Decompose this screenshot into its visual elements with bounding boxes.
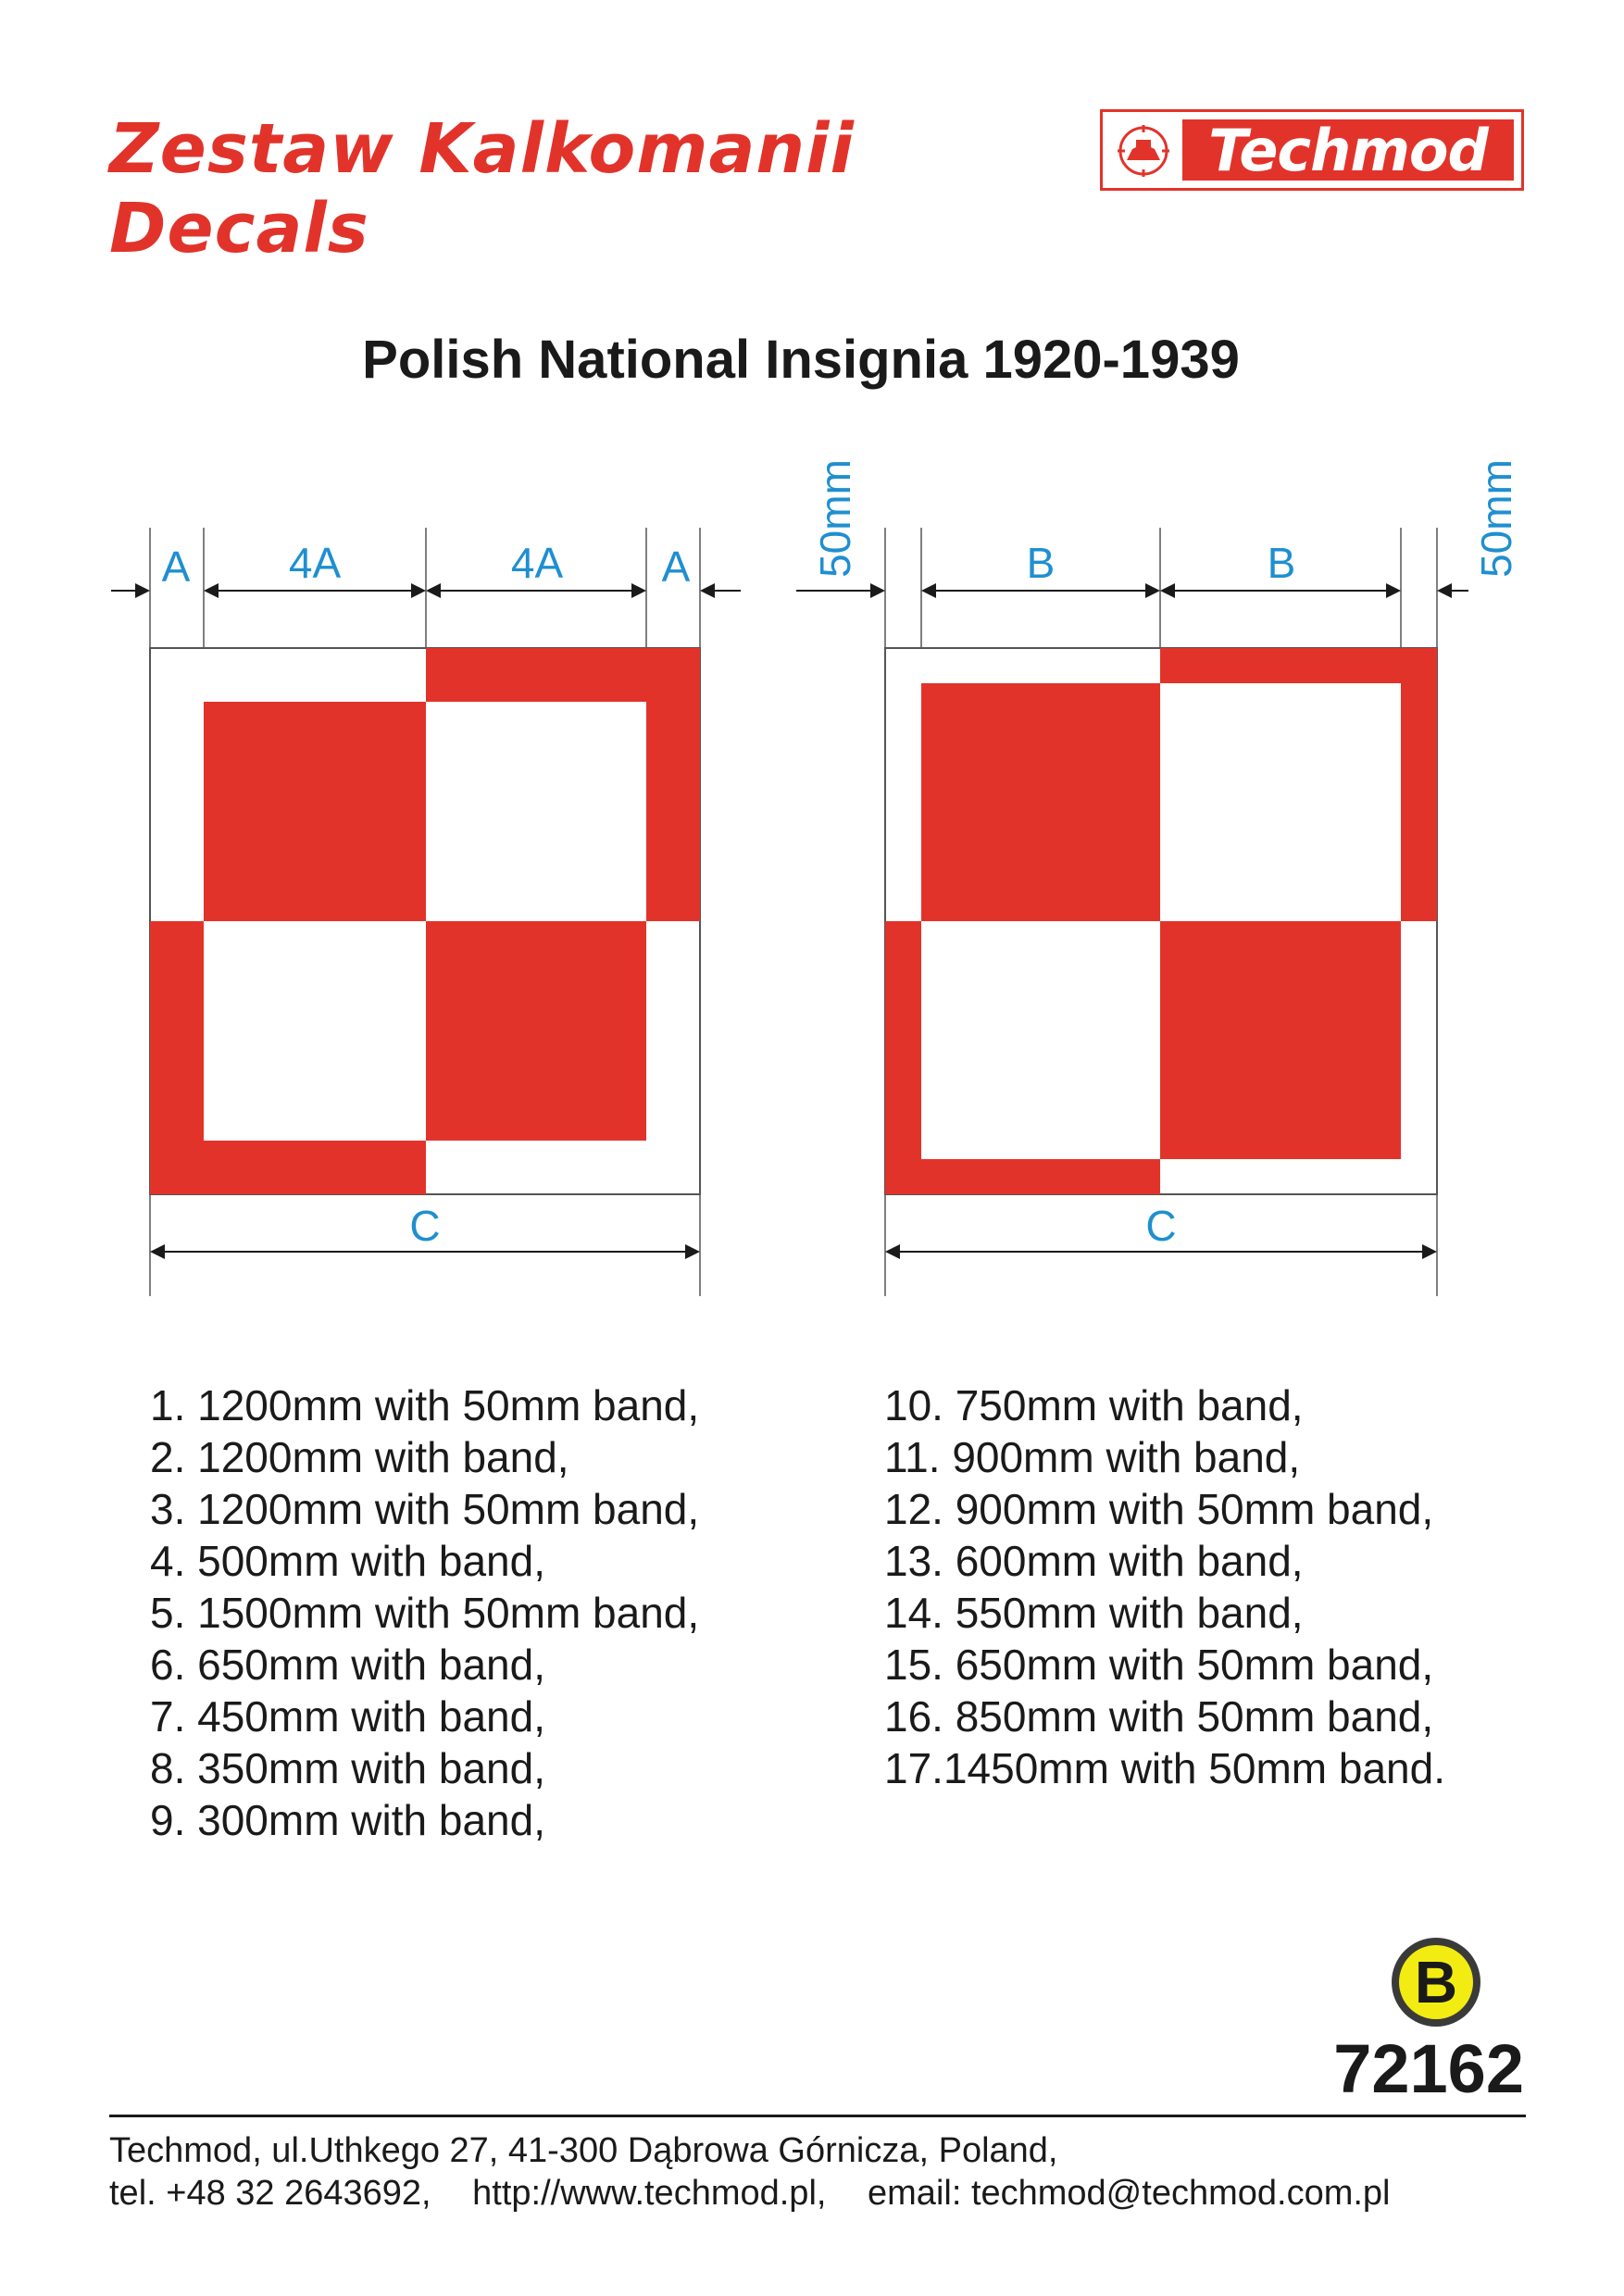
title-line-2: Decals: [109, 189, 369, 268]
logo-text: Techmod: [1208, 116, 1488, 184]
right-label-band-left: 50mm: [811, 459, 859, 578]
left-label-a1: A: [161, 543, 191, 591]
list-item: 17.1450mm with 50mm band.: [884, 1744, 1445, 1792]
right-label-b1: B: [1026, 539, 1056, 587]
list-item: 5. 1500mm with 50mm band,: [150, 1589, 700, 1637]
page-heading: Polish National Insignia 1920-1939: [362, 330, 1240, 390]
right-label-c: C: [1145, 1202, 1177, 1250]
right-insignia-diagram: [796, 459, 1520, 1296]
badge-letter: B: [1399, 1945, 1473, 2019]
footer-website-link[interactable]: http://www.techmod.pl,: [472, 2174, 827, 2213]
footer-contact-line: [109, 2172, 1391, 2215]
footer-address: Techmod, ul.Uthkego 27, 41-300 Dąbrowa Górnicza, Poland,: [109, 2131, 1058, 2170]
right-red-square-bottom-right: [1160, 921, 1401, 1159]
decal-list-left: [150, 1379, 699, 1846]
right-red-bottom-band: [885, 1159, 1160, 1194]
left-red-bottom-band: [150, 1141, 426, 1194]
left-label-c: C: [409, 1202, 441, 1250]
list-item: 4. 500mm with band,: [150, 1537, 546, 1585]
left-insignia-diagram: [111, 528, 741, 1296]
left-red-square-bottom-right: [426, 921, 646, 1141]
list-item: 8. 350mm with band,: [150, 1744, 546, 1792]
right-red-left-band: [885, 921, 921, 1194]
footer-phone: tel. +48 32 2643692,: [109, 2174, 431, 2213]
list-item: 14. 550mm with band,: [884, 1589, 1304, 1637]
list-item: 10. 750mm with band,: [884, 1381, 1304, 1429]
left-red-right-band: [646, 648, 700, 921]
right-red-square-top-left: [921, 683, 1160, 921]
title-line-1: Zestaw Kalkomanii: [109, 109, 855, 189]
left-label-4a1: 4A: [288, 539, 342, 587]
list-item: 7. 450mm with band,: [150, 1692, 546, 1741]
list-item: 9. 300mm with band,: [150, 1796, 546, 1844]
right-label-b2: B: [1267, 539, 1296, 587]
list-item: 11. 900mm with band,: [884, 1433, 1301, 1481]
decal-list-right: [884, 1379, 1445, 1794]
left-label-4a2: 4A: [510, 539, 564, 587]
list-item: 16. 850mm with 50mm band,: [884, 1692, 1434, 1741]
list-item: 15. 650mm with 50mm band,: [884, 1641, 1434, 1689]
list-item: 6. 650mm with band,: [150, 1641, 546, 1689]
list-item: 13. 600mm with band,: [884, 1537, 1304, 1585]
list-item: 2. 1200mm with band,: [150, 1433, 569, 1481]
right-label-band-right: 50mm: [1472, 459, 1520, 578]
footer-divider: [109, 2115, 1526, 2117]
right-red-top-band: [1160, 648, 1437, 683]
decal-category-badge: [1392, 1938, 1480, 2027]
list-item: 12. 900mm with 50mm band,: [884, 1485, 1434, 1533]
list-item: 3. 1200mm with 50mm band,: [150, 1485, 700, 1533]
right-red-right-band: [1401, 648, 1437, 921]
product-number: 72162: [1333, 2030, 1524, 2107]
footer-contact: [109, 2129, 1391, 2215]
left-red-square-top-left: [204, 702, 426, 921]
list-item: 1. 1200mm with 50mm band,: [150, 1381, 700, 1429]
footer-email-link[interactable]: email: techmod@techmod.com.pl: [868, 2174, 1391, 2213]
left-label-a2: A: [661, 543, 691, 591]
